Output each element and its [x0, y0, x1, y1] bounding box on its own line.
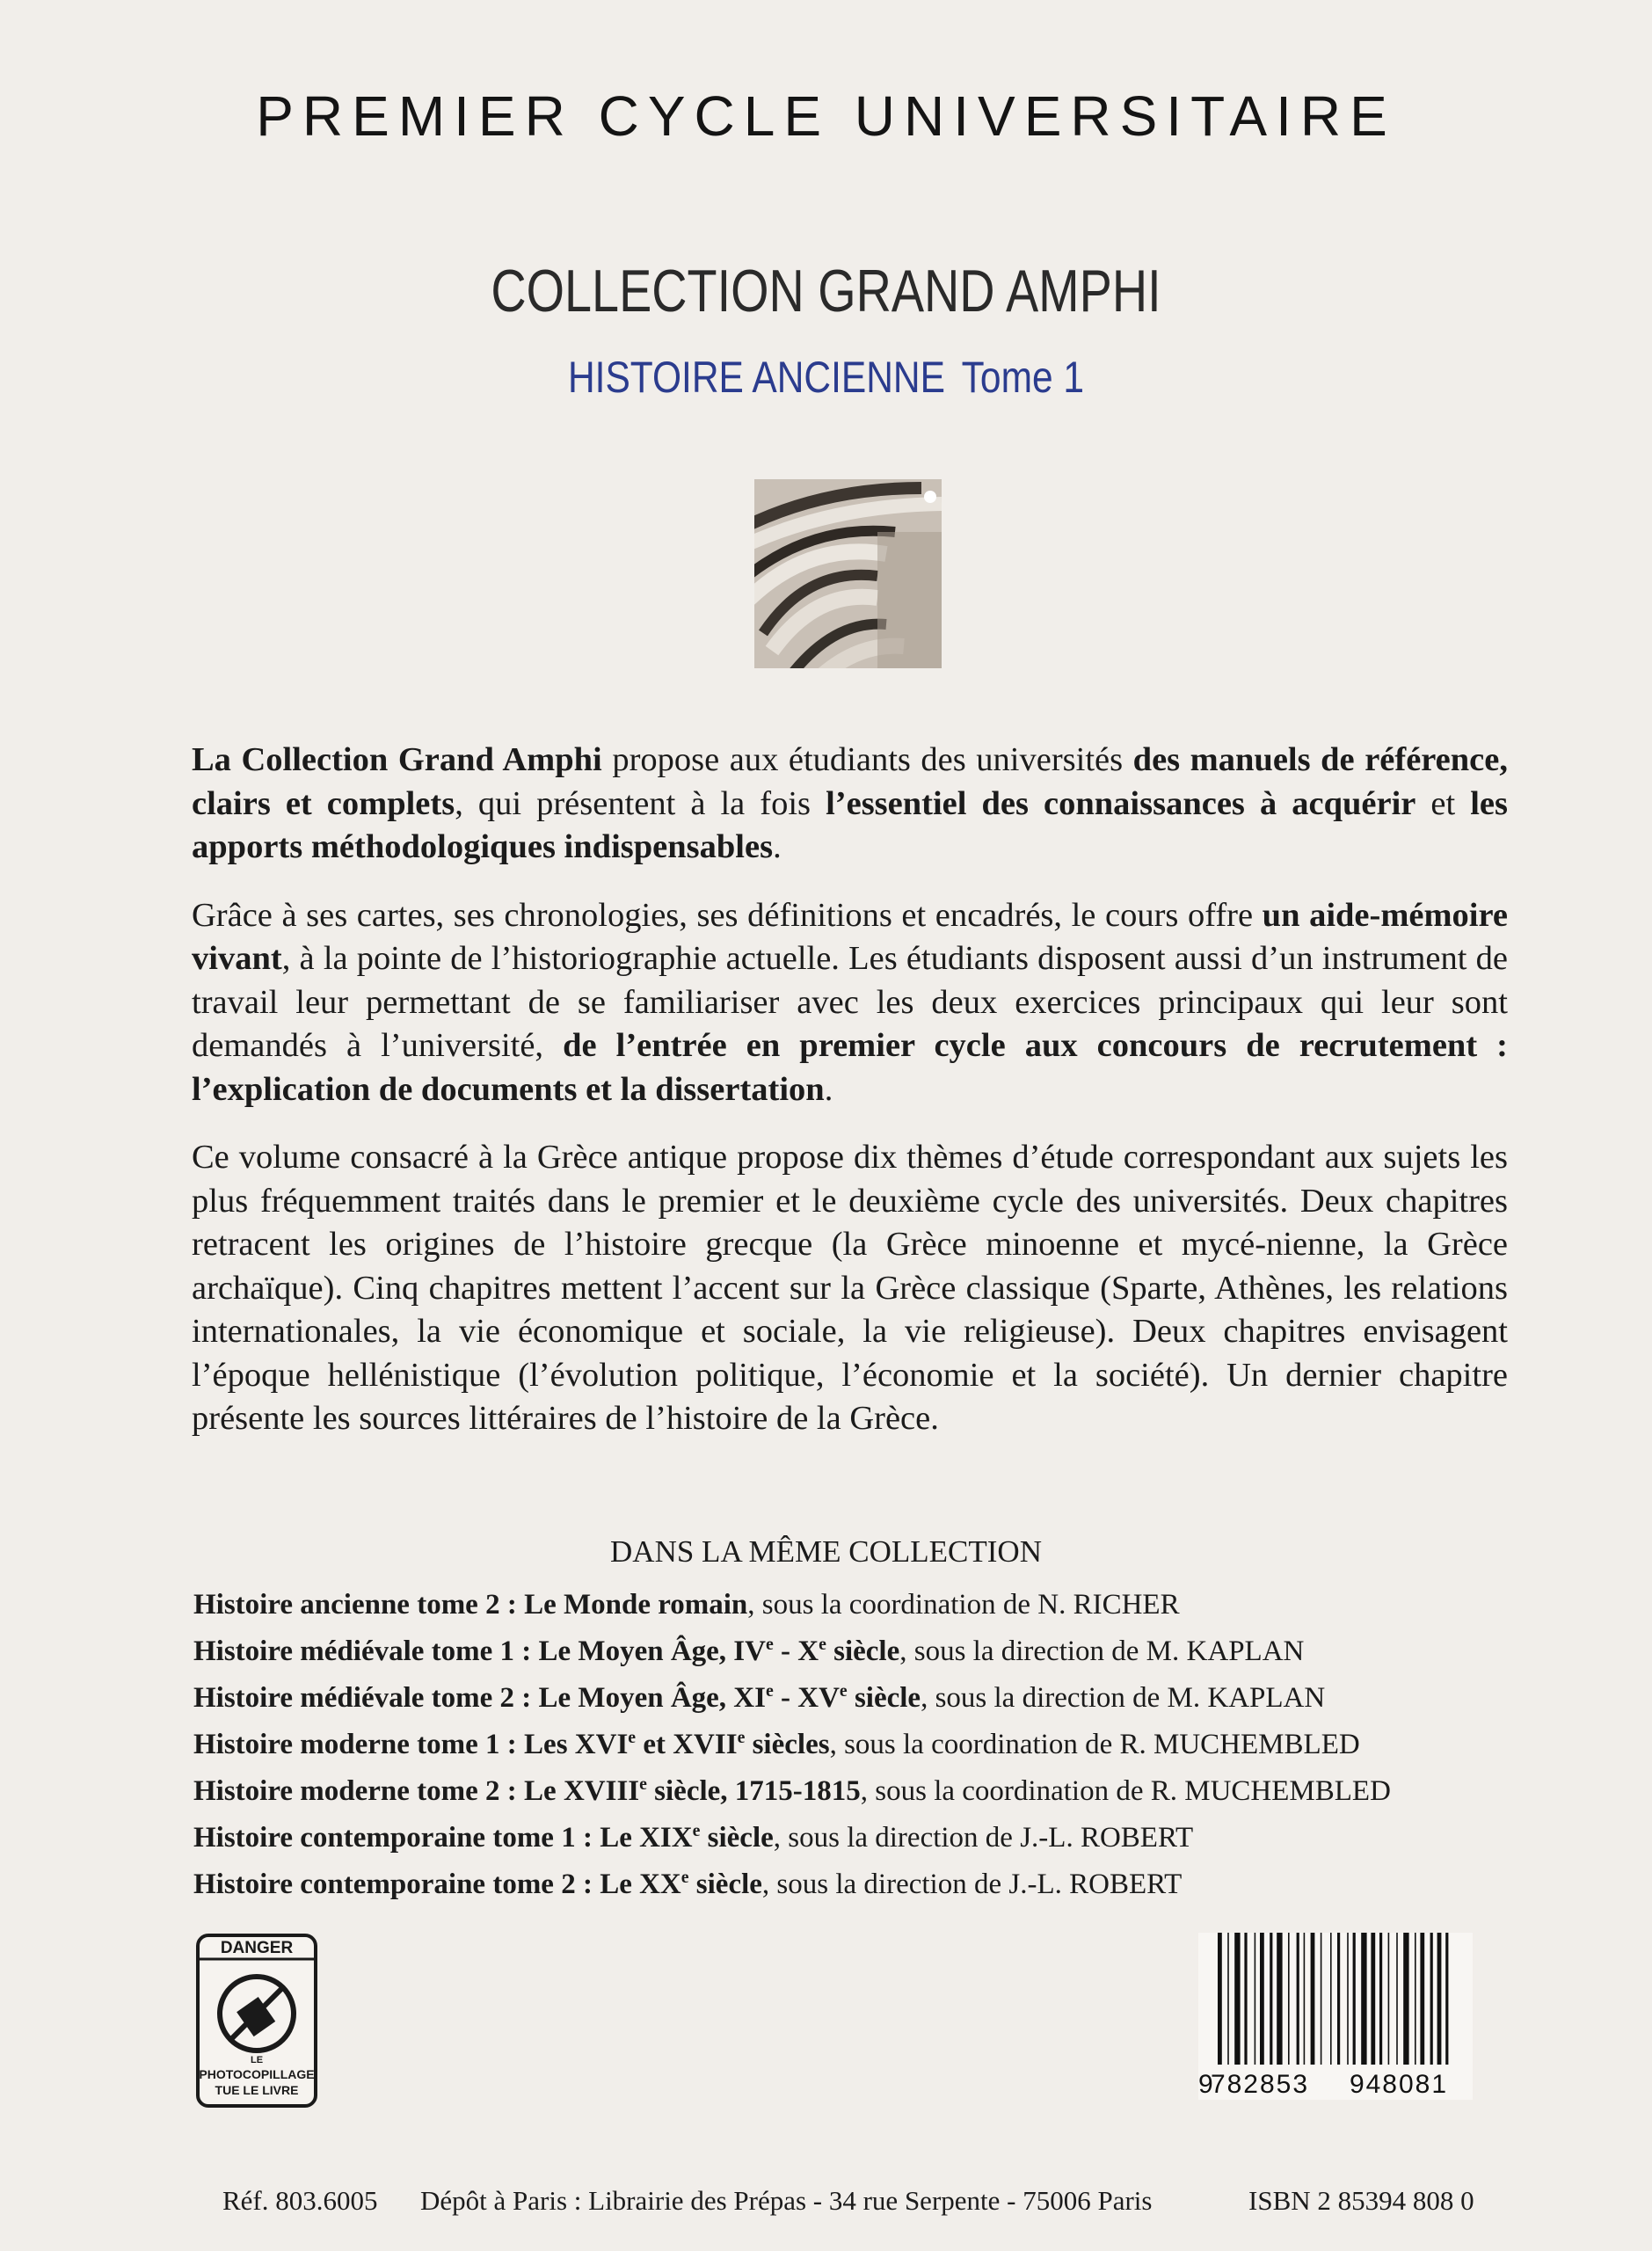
danger-line2: TUE LE LIVRE [215, 2083, 299, 2097]
barcode-bar [1218, 1933, 1222, 2065]
text-run: e [737, 1728, 746, 1747]
text-run: e [819, 1635, 826, 1654]
collection-list-item [193, 1625, 1512, 1672]
collection-list-item [193, 1585, 1512, 1625]
photocopillage-logo [195, 1933, 318, 2109]
barcode-bar [1244, 1933, 1247, 2065]
barcode-bar [1388, 1933, 1390, 2065]
text-run: Histoire contemporaine tome 1 : Le XIX [193, 1822, 693, 1854]
text-run: , sous la direction de J.-L. ROBERT [761, 1869, 1183, 1900]
text-run: Histoire ancienne tome 2 : Le Monde romain [193, 1589, 748, 1621]
subtitle-main: HISTOIRE ANCIENNE [567, 353, 945, 402]
barcode-bar [1255, 1933, 1256, 2065]
barcode-bar [1353, 1933, 1356, 2065]
text-run: propose aux étudiants des universités [601, 741, 1133, 778]
text-run: e [692, 1821, 701, 1840]
barcode-bar [1234, 1933, 1240, 2065]
barcode-bar [1311, 1933, 1315, 2065]
text-run: , sous la coordination de R. MUCHEMBLED [860, 1775, 1391, 1807]
barcode-bar [1270, 1933, 1272, 2065]
paragraph-intro [192, 739, 1508, 870]
text-run: les apports méthodologiques indispensables [192, 784, 1509, 865]
barcode-bar [1430, 1933, 1433, 2065]
barcode-bar [1288, 1933, 1290, 2065]
text-run: siècle [688, 1869, 762, 1900]
text-run: e [680, 1868, 689, 1887]
danger-line1: PHOTOCOPILLAGE [199, 2067, 315, 2081]
text-run: et [1415, 784, 1471, 822]
text-run: , à la pointe de l’historiographie actuelle. Les étudiants disposent aussi d’un instrument de travail leur permettant de se familiariser avec les deux exercices principaux qui leur sont demandés à l’université, [192, 940, 1508, 1064]
volume-subtitle [124, 352, 1528, 403]
barcode-bar [1420, 1933, 1424, 2065]
text-run: , qui présentent à la fois [455, 784, 826, 822]
barcode-bar [1361, 1933, 1366, 2065]
text-run: . [773, 828, 782, 865]
text-run: siècles [745, 1729, 830, 1760]
collection-list-item [193, 1858, 1512, 1905]
footer-ref: Réf. 803.6005 [222, 2185, 378, 2216]
collection-title: COLLECTION GRAND AMPHI [491, 258, 1161, 324]
subtitle-tome: Tome 1 [961, 353, 1085, 402]
description-text [192, 739, 1508, 1466]
text-run: un aide-mémoire vivant [192, 896, 1508, 977]
collection-list-item [193, 1811, 1512, 1858]
text-run: Histoire contemporaine tome 2 : Le XX [193, 1869, 681, 1900]
barcode-bar [1321, 1933, 1322, 2065]
barcode-digit-first: 9 [1198, 2070, 1213, 2099]
text-run: - X [773, 1635, 819, 1667]
danger-label: DANGER [220, 1939, 294, 1957]
collection-list-item [193, 1765, 1512, 1811]
barcode-digits-right: 948081 [1349, 2070, 1449, 2099]
text-run: , sous la coordination de N. RICHER [747, 1589, 1180, 1621]
footer-isbn: ISBN 2 85394 808 0 [1248, 2185, 1474, 2216]
text-run: e [839, 1681, 848, 1701]
text-run: et XVII [636, 1729, 738, 1760]
text-run: e [639, 1774, 647, 1794]
text-run: - XV [773, 1682, 840, 1714]
barcode-bar [1403, 1933, 1408, 2065]
same-collection-heading: DANS LA MÊME COLLECTION [610, 1534, 1042, 1569]
text-run: , sous la coordination de R. MUCHEMBLED [829, 1729, 1360, 1760]
isbn-barcode [1198, 1933, 1473, 2100]
text-run: Histoire moderne tome 2 : Le XVIII [193, 1775, 640, 1807]
barcode-bar [1337, 1933, 1340, 2065]
text-run: Histoire médiévale tome 2 : Le Moyen Âge, XI [193, 1682, 766, 1714]
barcode-bar [1227, 1933, 1229, 2065]
barcode-bar [1437, 1933, 1442, 2065]
paragraph-method [192, 894, 1508, 1112]
text-run: e [628, 1728, 637, 1747]
barcode-bar [1330, 1933, 1332, 2065]
text-run: . [824, 1070, 833, 1108]
footer-depot: Dépôt à Paris : Librairie des Prépas - 34 rue Serpente - 75006 Paris [420, 2185, 1153, 2216]
text-run: l’essentiel des connaissances à acquérir [826, 784, 1416, 822]
collection-list-item [193, 1672, 1512, 1718]
barcode-bar [1379, 1933, 1382, 2065]
text-run: siècle, 1715-1815 [646, 1775, 861, 1807]
barcode-bar [1347, 1933, 1349, 2065]
barcode-digits-left: 782853 [1210, 2070, 1310, 2099]
barcode-bar [1415, 1933, 1416, 2065]
text-run: e [765, 1681, 774, 1701]
text-run: e [765, 1635, 774, 1654]
text-run: Grâce à ses cartes, ses chronologies, ses définitions et encadrés, le cours offre [192, 896, 1263, 934]
series-title: PREMIER CYCLE UNIVERSITAIRE [256, 84, 1396, 148]
text-run: , sous la direction de M. KAPLAN [921, 1682, 1326, 1714]
paragraph-contents [192, 1136, 1508, 1441]
barcode-bar [1371, 1933, 1375, 2065]
barcode-bar [1277, 1933, 1282, 2065]
text-run: des manuels de référence, clairs et complets [192, 741, 1508, 822]
text-run: , sous la direction de J.-L. ROBERT [773, 1822, 1194, 1854]
barcode-bar [1396, 1933, 1398, 2065]
text-run: Ce volume consacré à la Grèce antique propose dix thèmes d’étude correspondant aux sujets les plus fréquemment traités dans le premier et le deuxième cycle des universités. Deux chapitres retracent les origines de l’histoire grecque (la Grèce minoenne et mycé-nienne, la Grèce archaïque). Cinq chapitres mettent l’accent sur la Grèce classique (Sparte, Athènes, les relations internationales, la vie économique et sociale, la vie religieuse). Deux chapitres envisagent l’époque hellénistique (l’évolution politique, l’économie et la société). Un dernier chapitre présente les sources littéraires de l’histoire de la Grèce. [192, 1139, 1508, 1437]
text-run: Histoire médiévale tome 1 : Le Moyen Âge, IV [193, 1635, 766, 1667]
barcode-bar [1445, 1933, 1448, 2065]
collection-list-item [193, 1718, 1512, 1765]
text-run: La Collection Grand Amphi [192, 741, 602, 778]
barcode-bar [1304, 1933, 1306, 2065]
text-run: siècle [700, 1822, 774, 1854]
barcode-bar [1260, 1933, 1264, 2065]
text-run: , sous la direction de M. KAPLAN [899, 1635, 1305, 1667]
barcode-bar [1297, 1933, 1299, 2065]
theatre-seats-photo [754, 479, 942, 668]
text-run: Histoire moderne tome 1 : Les XVI [193, 1729, 629, 1760]
same-collection-list [193, 1585, 1512, 1905]
text-run: siècle [826, 1635, 900, 1667]
danger-le: LE [250, 2055, 264, 2065]
text-run: de l’entrée en premier cycle aux concours de recrutement : l’explication de documents et la dissertation [192, 1027, 1508, 1108]
text-run: siècle [847, 1682, 921, 1714]
